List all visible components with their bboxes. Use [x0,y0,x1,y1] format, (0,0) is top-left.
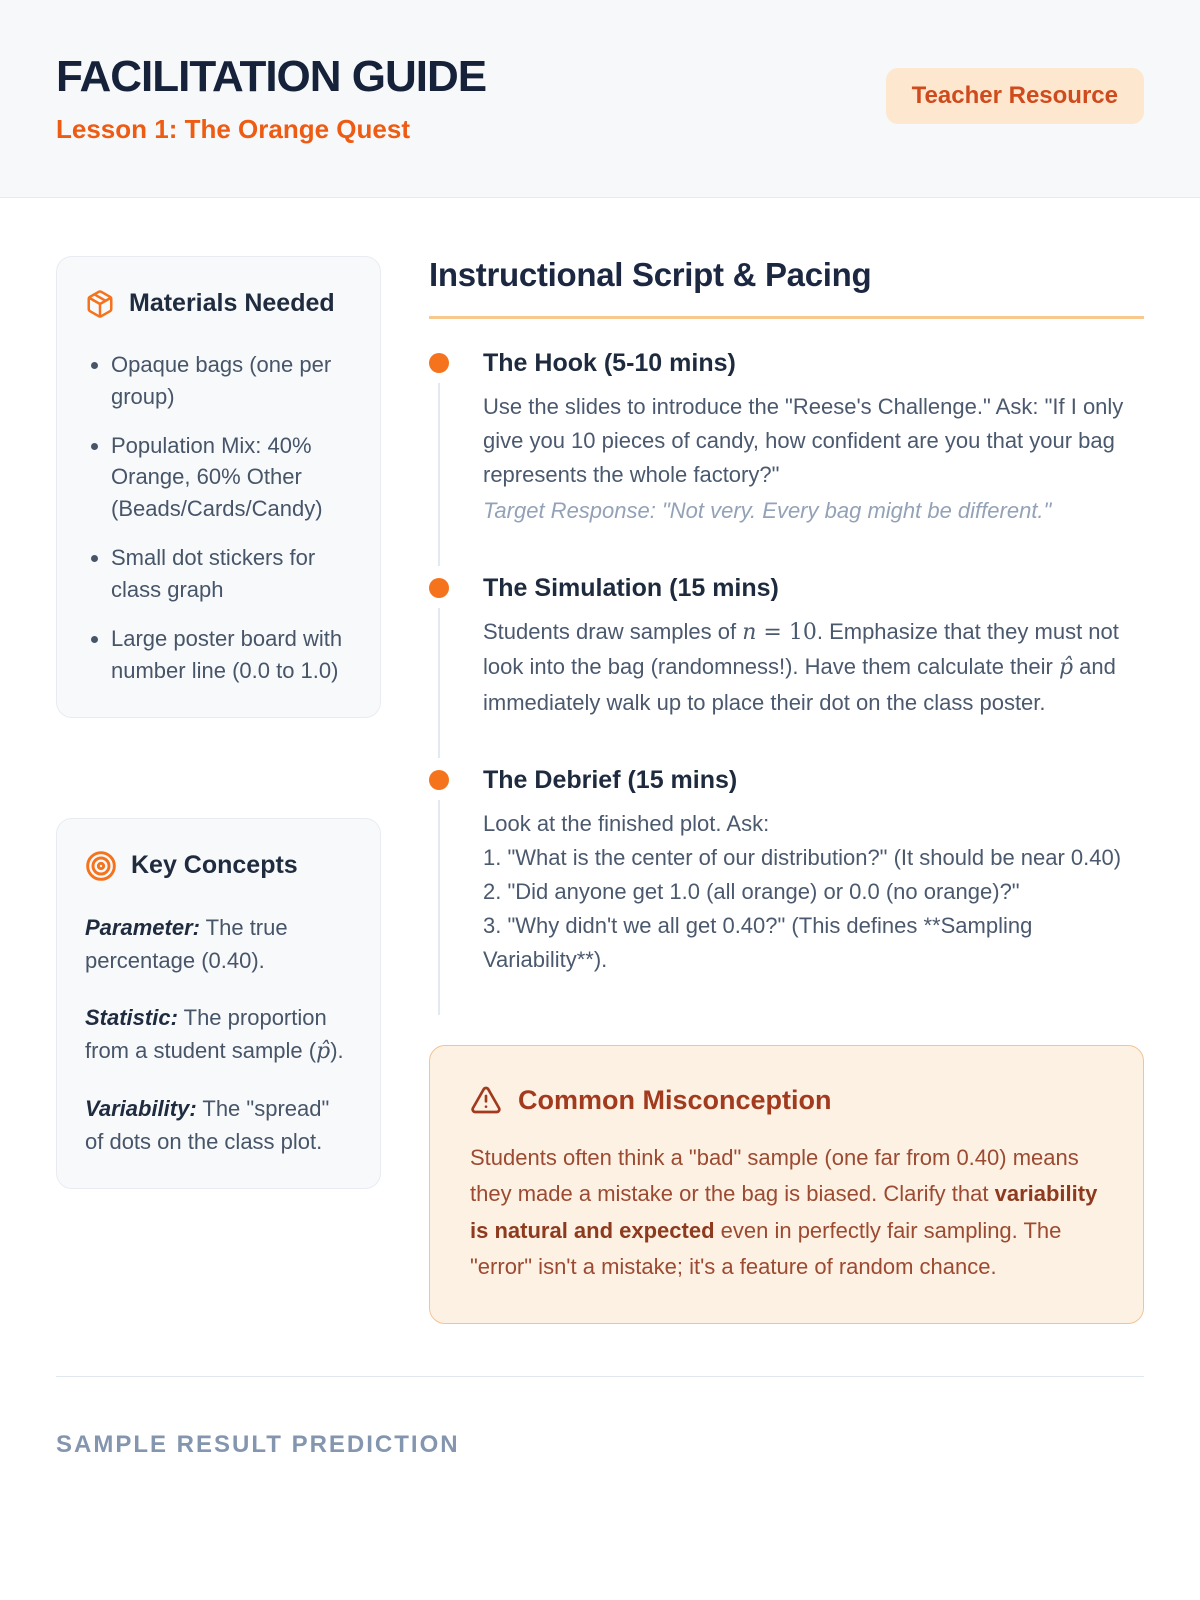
step-target-response: Target Response: "Not very. Every bag might be different." [483,498,1052,524]
list-item: • Large poster board with number line (0.0 to 1.0) [111,623,352,687]
main-content [0,198,1200,1324]
sidebar [56,256,381,1324]
debrief-line: 1. "What is the center of our distribution?" (It should be near 0.40) [483,844,1122,870]
n-variable: n [742,620,757,646]
step-body [483,807,1144,977]
misconception-text: Students often think a "bad" sample (one far from 0.40) means they made a mistake or the bag is biased. Clarify that [470,1145,1079,1207]
math-equals-ten: = 10 [756,620,817,646]
page-subtitle: Lesson 1: The Orange Quest [56,114,410,144]
next-section-heading: SAMPLE RESULT PREDICTION [56,1431,460,1459]
materials-card-header [85,287,352,321]
common-misconception-box [429,1045,1144,1324]
definition-term: Parameter: [85,914,200,940]
title-block [56,52,486,145]
warning-triangle-icon [470,1084,502,1116]
debrief-line: Look at the finished plot. Ask: [483,810,770,836]
list-item: • Opaque bags (one per group) [111,349,352,413]
p-hat-symbol: p̂ [316,1038,331,1064]
materials-list [85,349,352,687]
step-bullet-icon [429,770,449,790]
key-concepts-title: Key Concepts [131,850,298,879]
misconception-text: even in perfectly fair sampling. The "error" isn't a mistake; it's a feature of random chance. [470,1217,1062,1280]
misconception-header [470,1084,1103,1116]
definition-variability [85,1092,352,1158]
list-item: • Small dot stickers for class graph [111,542,352,606]
misconception-bold-text: variability is natural and expected [470,1181,1098,1243]
timeline-step-simulation [429,574,1144,719]
step-title: The Simulation (15 mins) [483,574,779,603]
step-body [483,615,1144,719]
definition-text: ). [330,1037,344,1063]
step-title: The Hook (5-10 mins) [483,349,736,377]
debrief-line: 3. "Why didn't we all get 0.40?" (This defines **Sampling Variability**). [483,912,1033,973]
step-bullet-icon [429,353,449,373]
definition-term: Variability: [85,1095,197,1121]
definition-text: The "spread" of dots on the class plot. [85,1095,330,1154]
timeline-step-debrief [429,766,1144,977]
misconception-title: Common Misconception [518,1084,832,1115]
target-icon [85,850,117,882]
page-header [0,0,1200,198]
teacher-resource-badge: Teacher Resource [886,68,1144,124]
materials-card [56,256,381,718]
instructional-script-section [429,256,1144,1324]
step-body-text: and immediately walk up to place their dot on the class poster. [483,654,1116,715]
orange-rule [429,316,1144,319]
step-body-text: . Emphasize that they must not look into the bag (randomness!). Have them calculate their [483,619,1119,680]
timeline-step-hook [429,349,1144,528]
debrief-line: 2. "Did anyone get 1.0 (all orange) or 0.0 (no orange)?" [483,878,1020,904]
definition-term: Statistic: [85,1004,178,1030]
step-title: The Debrief (15 mins) [483,765,738,794]
key-concepts-card [56,818,381,1189]
page-title: FACILITATION GUIDE [56,52,487,101]
definition-text: The true percentage (0.40). [85,914,288,973]
list-item: • Population Mix: 40% Orange, 60% Other (Beads/Cards/Candy) [111,430,352,526]
p-hat-symbol: p̂ [1058,655,1074,681]
step-bullet-icon [429,578,449,598]
definition-parameter [85,911,352,977]
section-title: Instructional Script & Pacing [429,256,872,293]
definition-statistic [85,1001,352,1068]
package-icon [85,289,115,319]
misconception-body [470,1140,1103,1285]
section-divider [56,1376,1144,1377]
key-concepts-card-header [85,849,352,883]
materials-title: Materials Needed [129,289,335,317]
definition-text: The proportion from a student sample ( [85,1004,327,1063]
step-body: Use the slides to introduce the "Reese's Challenge." Ask: "If I only give you 10 pieces of candy, how confident are you that your bag represents the whole factory?" [483,394,1124,488]
step-body-text: Students draw samples of [483,619,743,645]
